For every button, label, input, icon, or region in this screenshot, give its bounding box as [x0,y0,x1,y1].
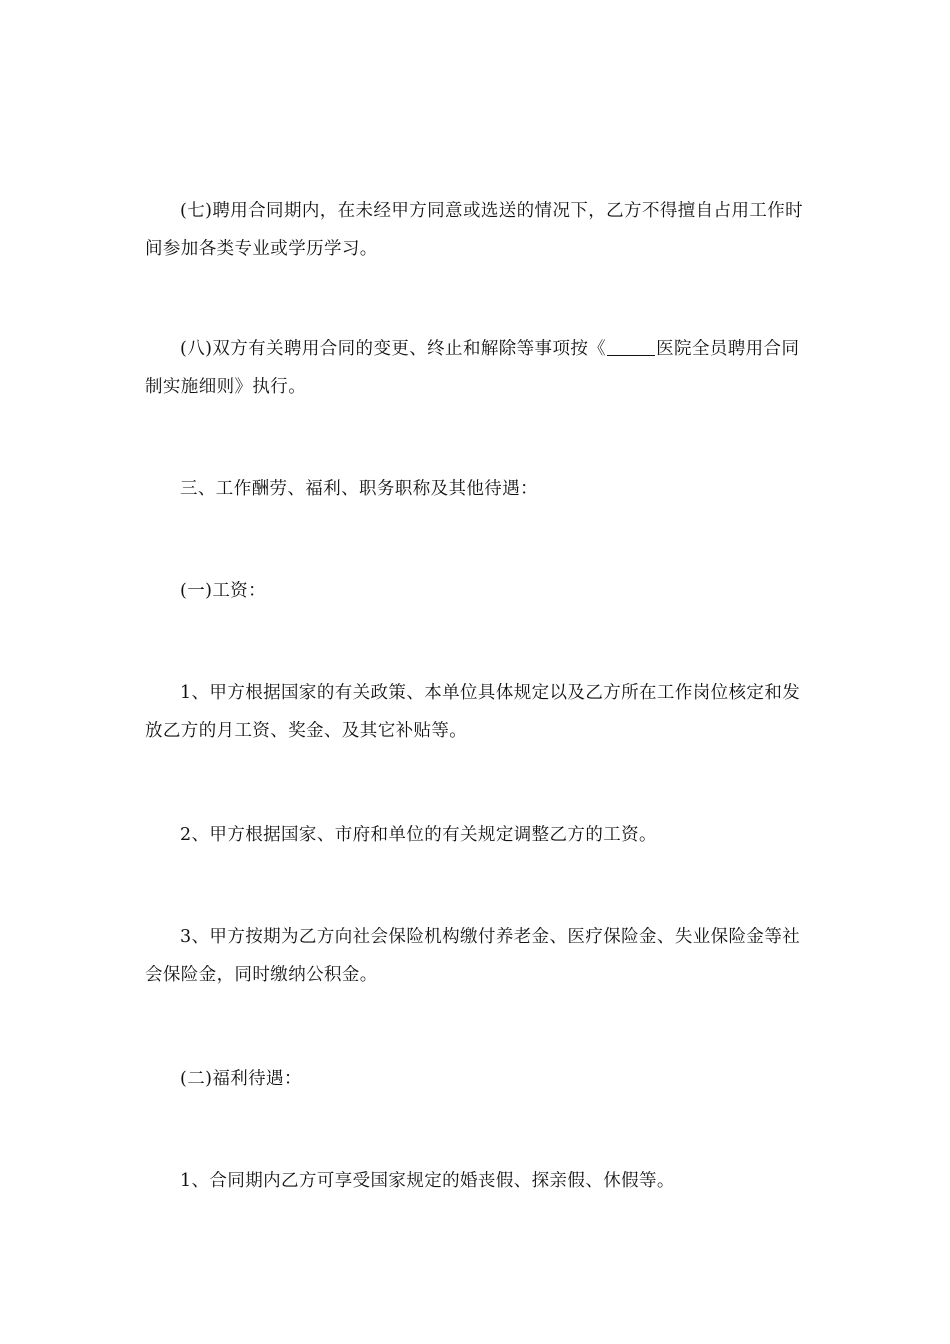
clause-8-text-before-blank: (八)双方有关聘用合同的变更、终止和解除等事项按《 [180,339,607,359]
clause-8-text-after-blank: 医院全员聘用合同制实施细则》执行。 [145,339,800,397]
benefit-item-1-text: 1、合同期内乙方可享受国家规定的婚丧假、探亲假、休假等。 [180,1171,675,1191]
benefit-item-1 [145,1162,805,1200]
section-3-heading [145,470,805,508]
section-3-1-heading-text: (一)工资： [180,581,267,601]
wage-item-1-text: 1、甲方根据国家的有关政策、本单位具体规定以及乙方所在工作岗位核定和发放乙方的月工资、奖金、及其它补贴等。 [145,683,801,741]
wage-item-2-text: 2、甲方根据国家、市府和单位的有关规定调整乙方的工资。 [180,825,657,845]
section-3-2-heading [145,1060,805,1098]
wage-item-2 [145,816,805,854]
wage-item-3-text: 3、甲方按期为乙方向社会保险机构缴付养老金、医疗保险金、失业保险金等社会保险金，同时缴纳公积金。 [145,927,801,985]
section-3-2-heading-text: (二)福利待遇： [180,1069,302,1089]
clause-8-paragraph [145,330,805,406]
clause-7-text: (七)聘用合同期内，在未经甲方同意或选送的情况下，乙方不得擅自占用工作时间参加各类专业或学历学习。 [145,201,804,259]
wage-item-3 [145,918,805,994]
fill-in-blank [607,338,655,357]
wage-item-1 [145,674,805,750]
clause-7-paragraph [145,192,805,268]
section-3-1-heading [145,572,805,610]
section-3-heading-text: 三、工作酬劳、福利、职务职称及其他待遇： [180,479,538,499]
